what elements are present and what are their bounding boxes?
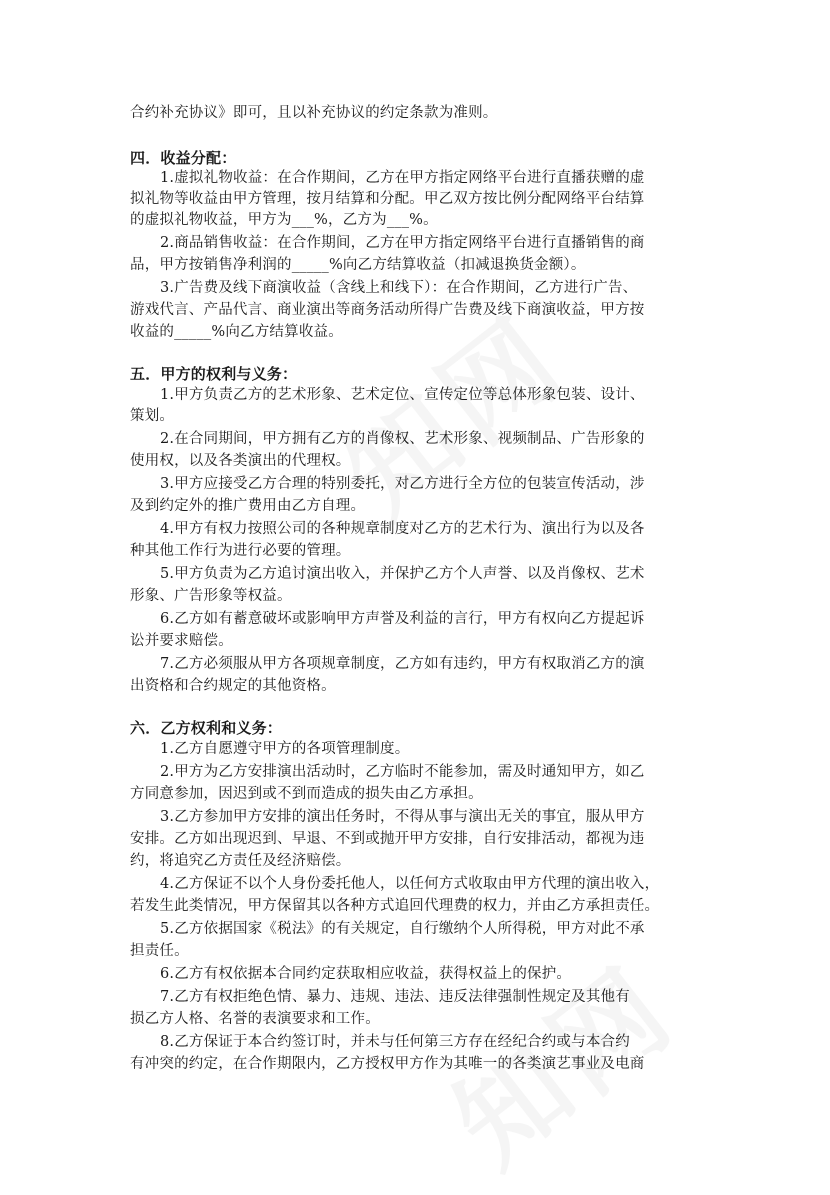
text-line: 5.甲方负责为乙方追讨演出收入，并保护乙方个人声誉、以及肖像权、艺术 <box>160 566 645 582</box>
text-line: 4.乙方保证不以个人身份委托他人，以任何方式收取由甲方代理的演出收入， <box>160 876 660 892</box>
text-line: 种其他工作行为进行必要的管理。 <box>130 543 351 559</box>
text-line: 损乙方人格、名誉的表演要求和工作。 <box>130 1011 380 1027</box>
text-line: 若发生此类情况，甲方保留其以各种方式追回代理费的权力，并由乙方承担责任。 <box>130 898 660 914</box>
text-line: 出资格和合约规定的其他资格。 <box>130 678 336 694</box>
text-line: 5.乙方依据国家《税法》的有关规定，自行缴纳个人所得税，甲方对此不承 <box>160 921 645 937</box>
text-line: 1.乙方自愿遵守甲方的各项管理制度。 <box>160 741 410 757</box>
text-line: 合约补充协议》即可，且以补充协议的约定条款为准则。 <box>130 105 498 121</box>
text-line: 收益的_____%向乙方结算收益。 <box>130 324 343 340</box>
section-heading-4: 四．收益分配： <box>130 149 237 167</box>
text-line: 6.乙方如有蓄意破坏或影响甲方声誉及利益的言行，甲方有权向乙方提起诉 <box>160 611 645 627</box>
text-line: 2.商品销售收益：在合作期间，乙方在甲方指定网络平台进行直播销售的商 <box>160 235 645 251</box>
text-line: 1.虚拟礼物收益：在合作期间，乙方在甲方指定网络平台进行直播获赠的虚 <box>160 170 645 186</box>
text-line: 方同意参加，因迟到或不到而造成的损失由乙方承担。 <box>130 786 483 802</box>
text-line: 游戏代言、产品代言、商业演出等商务活动所得广告费及线下商演收益，甲方按 <box>130 302 645 318</box>
text-line: 8.乙方保证于本合约签订时，并未与任何第三方存在经纪合约或与本合约 <box>160 1034 630 1050</box>
text-line: 1.甲方负责乙方的艺术形象、艺术定位、宣传定位等总体形象包装、设计、 <box>160 387 645 403</box>
text-line: 6.乙方有权依据本合同约定获取相应收益，获得权益上的保护。 <box>160 966 572 982</box>
text-line: 担责任。 <box>130 943 189 959</box>
text-line: 7.乙方必须服从甲方各项规章制度，乙方如有违约，甲方有权取消乙方的演 <box>160 656 645 672</box>
text-line: 形象、广告形象等权益。 <box>130 588 292 604</box>
text-line: 3.广告费及线下商演收益（含线上和线下）：在合作期间，乙方进行广告、 <box>160 280 638 296</box>
text-line: 策划。 <box>130 408 175 424</box>
section-heading-6: 六．乙方权利和义务： <box>130 719 283 737</box>
text-line: 3.甲方应接受乙方合理的特别委托，对乙方进行全方位的包装宣传活动，涉 <box>160 476 645 492</box>
text-line: 2.在合同期间，甲方拥有乙方的肖像权、艺术形象、视频制品、广告形象的 <box>160 431 645 447</box>
text-line: 2.甲方为乙方安排演出活动时，乙方临时不能参加，需及时通知甲方，如乙 <box>160 764 645 780</box>
section-heading-5: 五．甲方的权利与义务： <box>130 365 298 383</box>
text-line: 7.乙方有权拒绝色情、暴力、违规、违法、违反法律强制性规定及其他有 <box>160 989 630 1005</box>
text-line: 品，甲方按销售净利润的_____%向乙方结算收益（扣减退换货金额）。 <box>130 257 586 273</box>
text-line: 拟礼物等收益由甲方管理，按月结算和分配。甲乙双方按比例分配网络平台结算 <box>130 191 645 207</box>
text-line: 使用权，以及各类演出的代理权。 <box>130 453 351 469</box>
text-line: 及到约定外的推广费用由乙方自理。 <box>130 498 366 514</box>
text-line: 有冲突的约定，在合作期限内，乙方授权甲方作为其唯一的各类演艺事业及电商 <box>130 1056 645 1072</box>
text-line: 安排。乙方如出现迟到、早退、不到或抛开甲方安排，自行安排活动，都视为违 <box>130 831 645 847</box>
text-line: 约，将追究乙方责任及经济赔偿。 <box>130 853 351 869</box>
text-line: 的虚拟礼物收益，甲方为___%，乙方为___%。 <box>130 212 438 228</box>
text-line: 3.乙方参加甲方安排的演出任务时，不得从事与演出无关的事宜，服从甲方 <box>160 809 645 825</box>
text-line: 4.甲方有权力按照公司的各种规章制度对乙方的艺术行为、演出行为以及各 <box>160 521 645 537</box>
text-line: 讼并要求赔偿。 <box>130 633 233 649</box>
